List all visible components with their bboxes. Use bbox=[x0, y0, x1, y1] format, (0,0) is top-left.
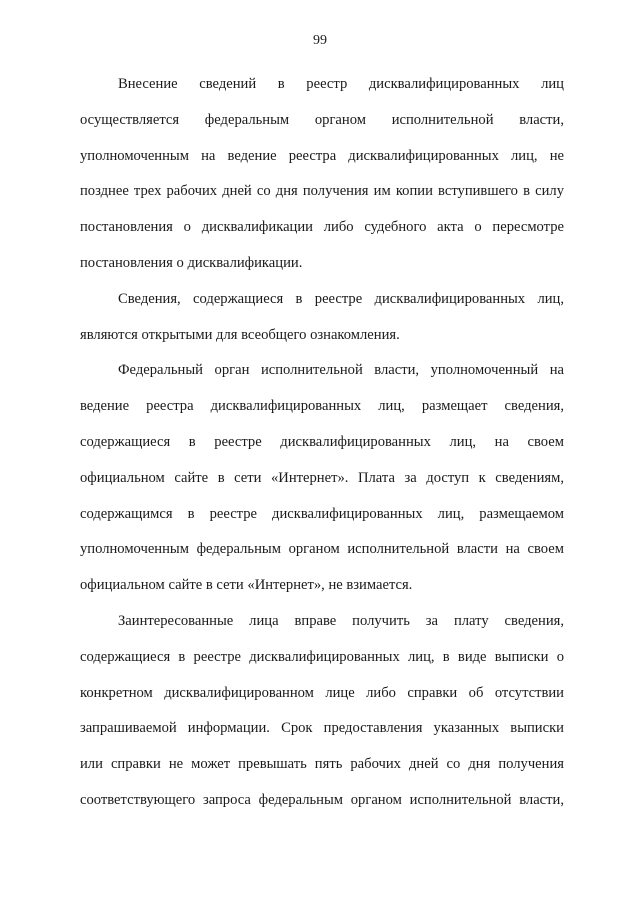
text-line: Сведения, содержащиеся в реестре дисквалифицированных лиц, bbox=[118, 290, 564, 307]
text-line: ведение реестра дисквалифицированных лиц, размещает сведения, bbox=[80, 398, 564, 415]
text-line: уполномоченным федеральным органом исполнительной власти на своем bbox=[80, 541, 564, 558]
text-line: Заинтересованные лица вправе получить за плату сведения, bbox=[118, 612, 564, 629]
page-number: 99 bbox=[313, 33, 327, 48]
text-line: запрашиваемой информации. Срок предоставления указанных выписки bbox=[80, 720, 564, 737]
text-line: официальном сайте в сети «Интернет». Плата за доступ к сведениям, bbox=[80, 469, 564, 486]
text-line: постановления о дисквалификации либо судебного акта о пересмотре bbox=[80, 219, 564, 236]
text-line: являются открытыми для всеобщего ознакомления. bbox=[80, 326, 400, 343]
text-line: Федеральный орган исполнительной власти, уполномоченный на bbox=[118, 362, 564, 379]
text-line: осуществляется федеральным органом исполнительной власти, bbox=[80, 111, 564, 128]
text-line: содержащиеся в реестре дисквалифицированных лиц, в виде выписки о bbox=[80, 648, 564, 665]
document-body bbox=[80, 67, 564, 819]
paragraph-registry-entry bbox=[80, 67, 564, 282]
text-line: конкретном дисквалифицированном лице либо справки об отсутствии bbox=[80, 684, 564, 701]
paragraph-publication bbox=[80, 353, 564, 604]
paragraph-paid-extract bbox=[80, 604, 564, 819]
text-line: содержащиеся в реестре дисквалифицированных лиц, на своем bbox=[80, 433, 564, 450]
text-line: или справки не может превышать пять рабочих дней со дня получения bbox=[80, 756, 564, 773]
text-line: постановления о дисквалификации. bbox=[80, 254, 303, 271]
text-line: официальном сайте в сети «Интернет», не взимается. bbox=[80, 577, 413, 594]
text-line: уполномоченным на ведение реестра дисквалифицированных лиц, не bbox=[80, 147, 564, 164]
text-line: соответствующего запроса федеральным органом исполнительной власти, bbox=[80, 791, 564, 808]
paragraph-open-access bbox=[80, 282, 564, 354]
text-line: Внесение сведений в реестр дисквалифицированных лиц bbox=[118, 76, 564, 92]
text-line: позднее трех рабочих дней со дня получения им копии вступившего в силу bbox=[80, 183, 564, 200]
text-line: содержащимся в реестре дисквалифицированных лиц, размещаемом bbox=[80, 505, 564, 522]
